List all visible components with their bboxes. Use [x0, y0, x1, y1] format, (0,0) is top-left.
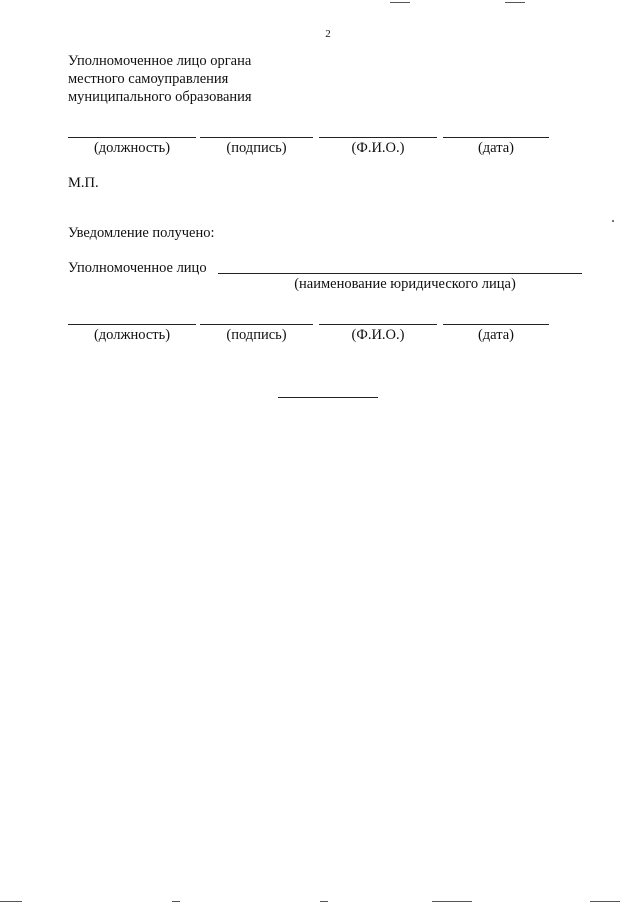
position-line-2 [68, 324, 196, 325]
name-line-1 [319, 137, 437, 138]
date-caption-2: (дата) [477, 327, 515, 343]
signature-line-2 [200, 324, 313, 325]
scan-speck [612, 220, 614, 222]
position-caption-1: (должность) [93, 140, 171, 156]
date-caption-1: (дата) [477, 140, 515, 156]
scan-mark-bottom-3 [320, 901, 328, 902]
scan-mark-bottom-1 [0, 901, 22, 902]
scan-mark-top-left [390, 2, 410, 3]
signature-line-1 [200, 137, 313, 138]
end-separator-line [278, 397, 378, 398]
authorized-person-label: Уполномоченное лицо [68, 260, 207, 276]
authority-line-2: местного самоуправления [68, 71, 229, 87]
position-caption-2: (должность) [93, 327, 171, 343]
name-caption-1: (Ф.И.О.) [351, 140, 405, 156]
legal-entity-caption: (наименование юридического лица) [294, 276, 516, 292]
date-line-1 [443, 137, 549, 138]
notice-received-label: Уведомление получено: [68, 225, 215, 241]
scan-mark-bottom-5 [590, 901, 620, 902]
scan-mark-bottom-4 [432, 901, 472, 902]
legal-entity-line [218, 273, 582, 274]
authority-line-1: Уполномоченное лицо органа [68, 53, 252, 69]
authority-line-3: муниципального образования [68, 89, 252, 105]
signature-caption-1: (подпись) [226, 140, 287, 156]
scan-mark-top-right [505, 2, 525, 3]
name-caption-2: (Ф.И.О.) [351, 327, 405, 343]
page-number: 2 [325, 28, 331, 40]
stamp-place-label: М.П. [68, 175, 99, 191]
signature-caption-2: (подпись) [226, 327, 287, 343]
name-line-2 [319, 324, 437, 325]
date-line-2 [443, 324, 549, 325]
scan-mark-bottom-2 [172, 901, 180, 902]
position-line-1 [68, 137, 196, 138]
